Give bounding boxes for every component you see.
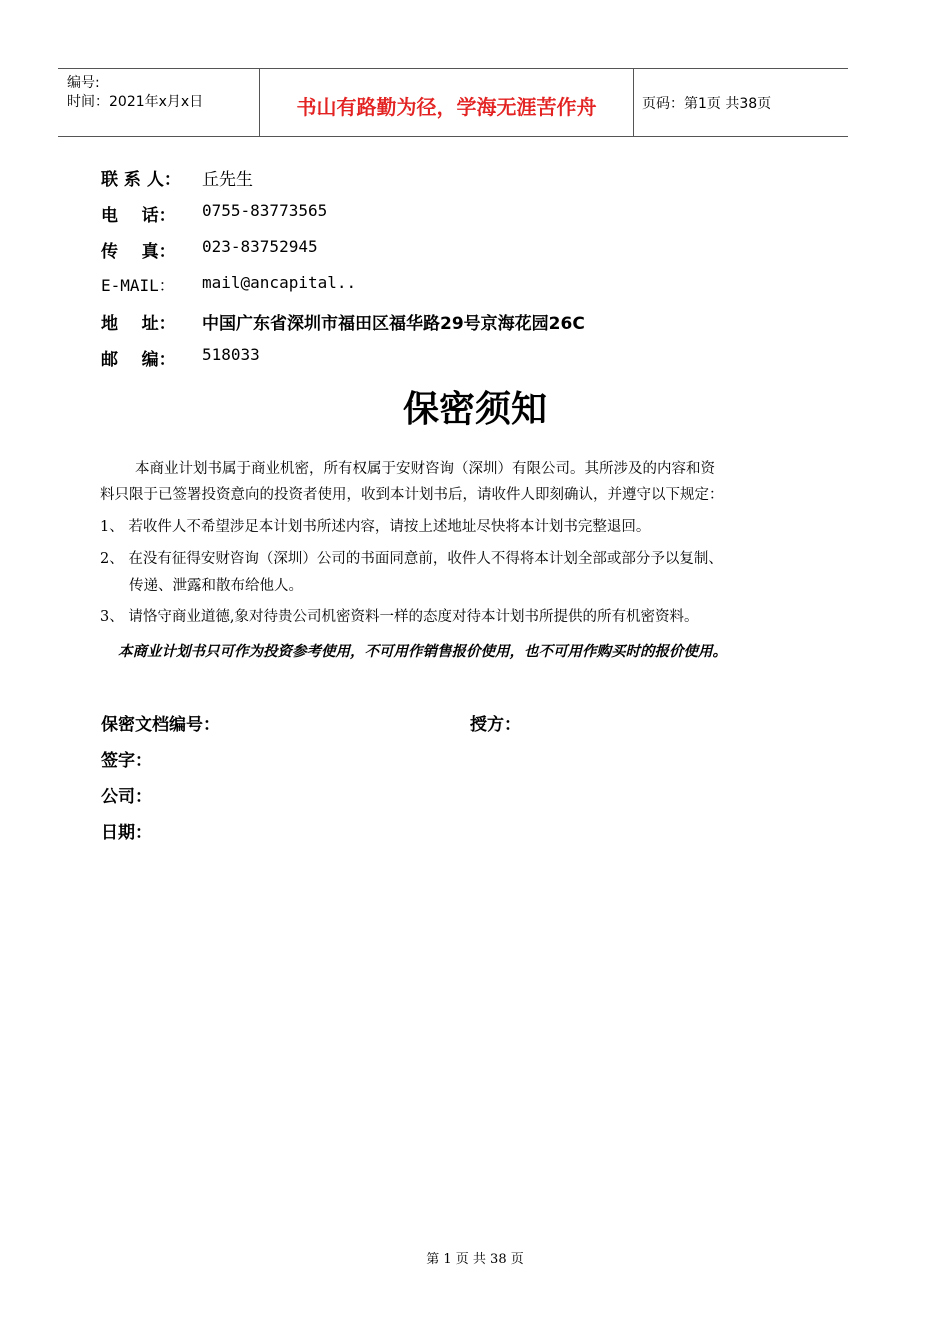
usage-note: 本商业计划书只可作为投资参考使用，不可用作销售报价使用，也不可用作购买时的报价使用。 bbox=[118, 643, 727, 660]
motto: 书山有路勤为径，学海无涯苦作舟 bbox=[296, 95, 597, 119]
header-page-cell bbox=[634, 69, 848, 136]
contact-person-label: 联 系 人： bbox=[101, 170, 181, 190]
grantee-label: 授方： bbox=[470, 715, 521, 735]
postcode-label: 邮 编： bbox=[101, 350, 176, 370]
document-title: 保密须知 bbox=[402, 388, 547, 430]
postcode-value: 518033 bbox=[202, 345, 260, 364]
rule-item-3 bbox=[100, 604, 698, 631]
rule-item-1 bbox=[100, 514, 650, 541]
header-meta-cell bbox=[58, 69, 260, 136]
page-footer: 第 1 页 共 38 页 bbox=[426, 1252, 524, 1267]
intro-line-2: 料只限于已签署投资意向的投资者使用，收到本计划书后，请收件人即刻确认，并遵守以下规定： bbox=[100, 487, 724, 503]
phone-label: 电 话： bbox=[101, 206, 176, 226]
address-label: 地 址： bbox=[101, 314, 176, 334]
rule-3-text: 3、 请恪守商业道德,象对待贵公司机密资料一样的态度对待本计划书所提供的所有机密资料。 bbox=[100, 609, 699, 625]
rule-2-text-cont: 传递、泄露和散布给他人。 bbox=[129, 578, 303, 594]
fax-value: 023-83752945 bbox=[202, 237, 318, 256]
rule-item-2 bbox=[100, 546, 723, 600]
email-value: mail@ancapital.. bbox=[202, 273, 357, 292]
fax-label: 传 真： bbox=[101, 242, 176, 262]
email-label: E-MAIL： bbox=[101, 276, 175, 295]
serial-label: 编号: bbox=[67, 75, 100, 91]
rule-1-text: 1、 若收件人不希望涉足本计划书所述内容，请按上述地址尽快将本计划书完整退回。 bbox=[100, 519, 651, 535]
page-header bbox=[58, 68, 848, 137]
intro-line-1: 本商业计划书属于商业机密，所有权属于安财咨询（深圳）有限公司。其所涉及的内容和资 bbox=[135, 461, 715, 477]
phone-value: 0755-83773565 bbox=[202, 201, 328, 220]
rule-2-text: 2、 在没有征得安财咨询（深圳）公司的书面同意前，收件人不得将本计划全部或部分予以复制、 bbox=[100, 551, 723, 567]
signature-label: 签字： bbox=[101, 751, 152, 771]
contact-person-value: 丘先生 bbox=[202, 170, 253, 190]
company-label: 公司： bbox=[101, 787, 152, 807]
time-label: 时间：2021年x月x日 bbox=[67, 94, 204, 110]
date-label: 日期： bbox=[101, 823, 152, 843]
intro-paragraph bbox=[100, 456, 825, 508]
doc-number-label: 保密文档编号： bbox=[101, 715, 220, 735]
address-value: 中国广东省深圳市福田区福华路29号京海花园26C bbox=[202, 314, 585, 334]
header-motto-cell bbox=[260, 69, 634, 136]
page-number-label: 页码：第1页 共38页 bbox=[642, 96, 772, 112]
